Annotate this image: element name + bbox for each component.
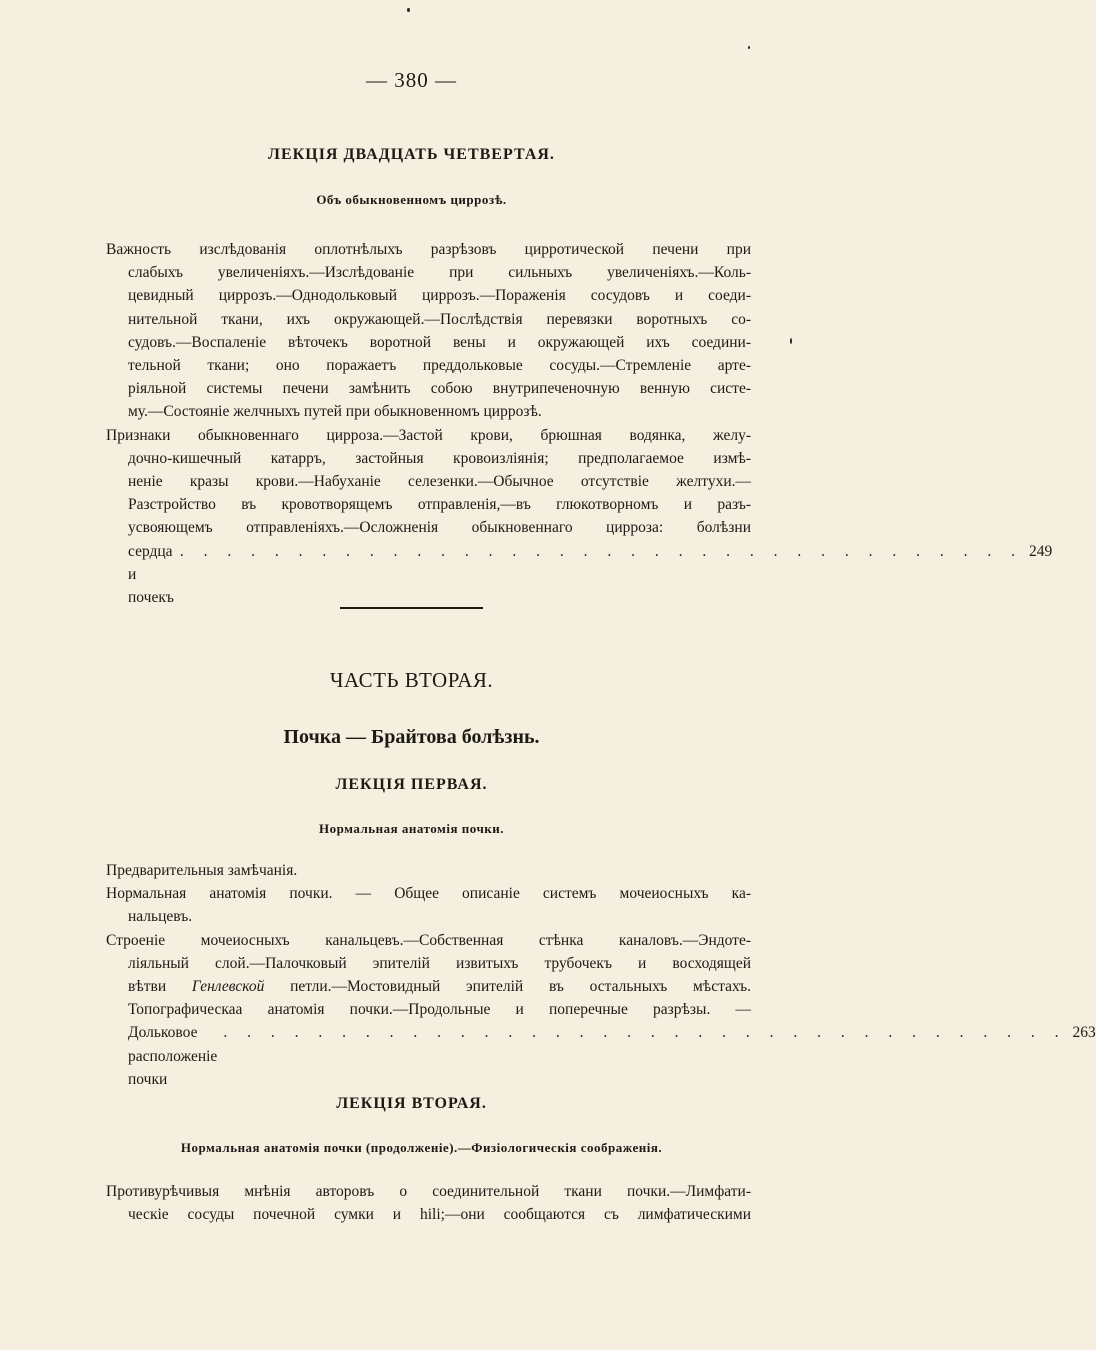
lecture-2-subtitle: Нормальная анатомія почки (продолженіе).—Физіологическія соображенія. <box>180 1140 663 1155</box>
summary-line: дочно-кишечный катарръ, застойныя кровоизліянія; предполагаемое измѣ- <box>128 449 751 467</box>
toc-leader-dots: . . . . . . . . . . . . . . . . . . . . . . . . . . . . . . . . . . . . <box>223 1024 1067 1042</box>
paper-speck <box>748 46 750 49</box>
summary-line: Важность изслѣдованія оплотнѣлыхъ разрѣзовъ цирротической печени при <box>106 241 751 258</box>
summary-line <box>106 975 751 998</box>
toc-text: сердца и почекъ <box>128 542 174 607</box>
lecture-24-summary <box>106 238 1053 609</box>
toc-entry-263 <box>106 1021 1096 1091</box>
paper-speck <box>407 8 410 12</box>
summary-line: неніе кразы крови.—Набуханіе селезенки.—Обычное отсутствіе желтухи.— <box>128 473 751 491</box>
lecture-24-title: ЛЕКЦІЯ ДВАДЦАТЬ ЧЕТВЕРТАЯ. <box>268 146 555 163</box>
part-title: ЧАСТЬ ВТОРАЯ. <box>329 668 494 692</box>
lecture-1-title: ЛЕКЦІЯ ПЕРВАЯ. <box>335 776 488 793</box>
summary-line: Предварительныя замѣчанія. <box>106 862 298 879</box>
toc-page-number: 263 <box>1072 1024 1096 1042</box>
part-subtitle: Почка — Брайтова болѣзнь. <box>283 726 540 748</box>
toc-page-number: 249 <box>1028 542 1053 560</box>
page-number: — 380 — <box>366 68 457 92</box>
summary-line: ческіе сосуды почечной сумки и hili;—они сообщаются съ лимфатическими <box>128 1206 751 1224</box>
toc-leader-dots: . . . . . . . . . . . . . . . . . . . . . . . . . . . . . . . . . . . . <box>179 542 1023 560</box>
summary-line: Разстройство въ кровотворящемъ отправленія,—въ глюкотворномъ и разъ- <box>128 496 751 514</box>
summary-line: тельной ткани; оно поражаетъ преддольковые сосуды.—Стремленіе арте- <box>128 357 751 375</box>
lecture-1-summary <box>106 859 1096 1091</box>
italic-name: Генлевской <box>191 978 265 996</box>
summary-line: ріяльной системы печени замѣнить собою внутрипеченочную венную систе- <box>128 380 751 398</box>
lecture-1-subtitle: Нормальная анатомія почки. <box>318 821 505 836</box>
paper-speck <box>790 338 792 344</box>
summary-line: Признаки обыкновеннаго цирроза.—Застой крови, брюшная водянка, желу- <box>106 426 751 444</box>
summary-line: Топографическаа анатомія почки.—Продольные и поперечные разрѣзы. — <box>128 1001 751 1019</box>
section-divider <box>340 607 483 609</box>
summary-line: слабыхъ увеличеніяхъ.—Изслѣдованіе при сильныхъ увеличеніяхъ.—Коль- <box>128 264 751 282</box>
summary-line: Строеніе мочеиосныхъ канальцевъ.—Собственная стѣнка каналовъ.—Эндоте- <box>106 931 751 949</box>
summary-line: цевидный циррозъ.—Однодольковый циррозъ.—Пораженія сосудовъ и соеди- <box>128 287 751 305</box>
summary-line: усвояющемъ отправленіяхъ.—Осложненія обыкновеннаго цирроза: болѣзни <box>128 519 751 537</box>
text-segment: вѣтви <box>128 978 192 996</box>
lecture-2-title: ЛЕКЦІЯ ВТОРАЯ. <box>336 1095 487 1112</box>
summary-line: му.—Состояніе желчныхъ путей при обыкновенномъ циррозѣ. <box>128 403 542 421</box>
lecture-24-subtitle: Объ обыкновенномъ циррозѣ. <box>316 192 507 207</box>
toc-text: Дольковое расположеніе почки <box>128 1024 218 1088</box>
lecture-2-summary <box>106 1180 751 1226</box>
summary-line: нальцевъ. <box>128 908 193 926</box>
summary-line: ліяльный слой.—Палочковый эпителій извитыхъ трубочекъ и восходящей <box>128 954 751 972</box>
summary-line: судовъ.—Воспаленіе вѣточекъ воротной вены и окружающей ихъ соедини- <box>128 333 751 351</box>
summary-line: Противурѣчивыя мнѣнія авторовъ о соединительной ткани почки.—Лимфати- <box>106 1183 751 1200</box>
summary-line: нительной ткани, ихъ окружающей.—Послѣдствія перевязки воротныхъ со- <box>128 310 751 328</box>
summary-line: Нормальная анатомія почки. — Общее описаніе системъ мочеиосныхъ ка- <box>106 885 751 903</box>
text-segment: петли.—Мостовидный эпителій въ остальныхъ мѣстахъ. <box>264 978 751 996</box>
toc-entry-249 <box>106 540 1053 610</box>
